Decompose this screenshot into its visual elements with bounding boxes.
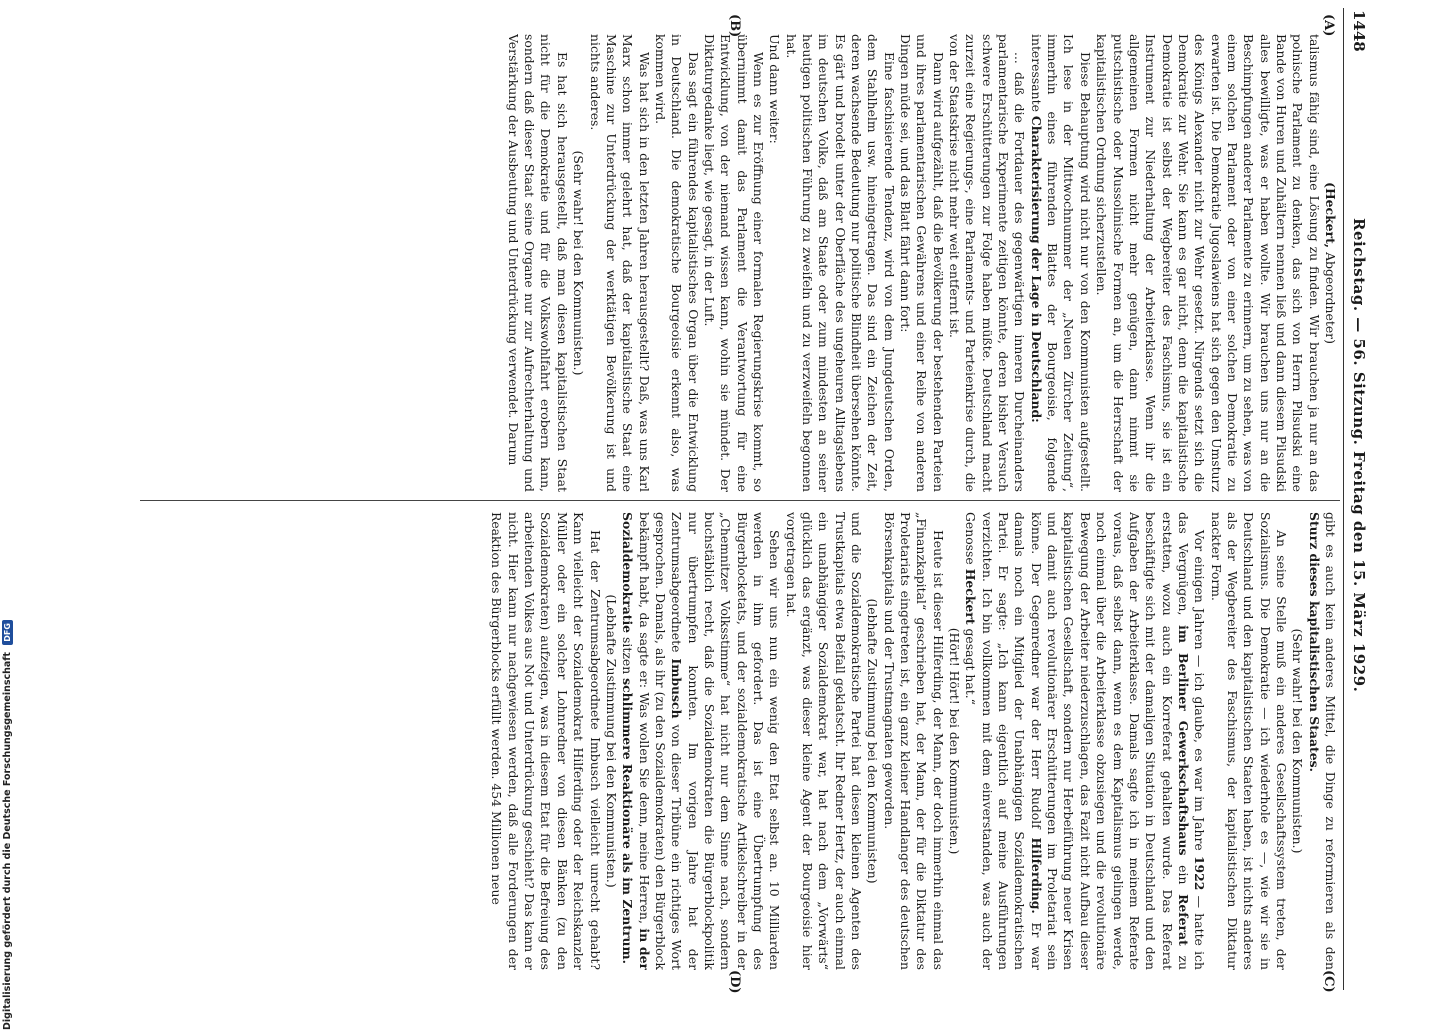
paragraph-bold: Imbusch [669,658,685,719]
paragraph: Heute ist dieser Hilferding, der Mann, der doch immerhin einmal das „Finanzkapital“ geschrieben hat, der Mann, der für die Diktatur des Proletariats eingetreten ist, ein ganz kleiner Handlanger des deutschen Börsenkapitals und der Trustmagnaten geworden. [881,512,946,970]
header-rule [1343,8,1344,990]
margin-marker-c: (C) [1321,970,1336,993]
paragraph: Was hat sich in den letzten Jahren herausgestellt? Daß, was uns Karl Marx schon immer gelehrt hat, daß der kapitalistische Staat eine Maschine zur Unterdrückung der werktätigen Bevölkerung ist und nichts anderes. [587,34,652,492]
paragraph: Es hat sich herausgestellt, daß man diesen kapitalistischen Staat nicht für die Demokratie und für die Volkswohlfahrt erobern kann, sondern daß dieser Staat seine Organe nur zur Aufrechterhaltung und Verstärkung der Ausbeutung und Unterdrückung verwendet. Darum [505,34,570,492]
paragraph: Und dann weiter: [767,34,783,144]
paragraph: Dann wird aufgezählt, daß die Bevölkerung der bestehenden Parteien und ihres parlamentarischen Gewährens und einer Reihe von anderen Dingen müde sei, und das Blatt fährt dann fort: [898,34,946,492]
paragraph-bold: Charakterisierung der Lage in Deutschland: [1028,115,1044,423]
digitization-credit [2,30,16,1030]
speaker-line [1322,34,1338,492]
paragraph-bold: Heckert [963,568,979,625]
paragraph-bold: Hilferding. [1028,837,1044,914]
paragraph-bold: in der Sozialdemokratie [620,512,652,970]
margin-marker-b: (B) [727,14,742,38]
paragraph: Hat der Zentrumsabgeordnete Imbusch vielleicht unrecht gehabt? Kann vielleicht der Sozialdemokrat Hilferding oder der Reichskanzler Müller oder ein solcher Lohnredner von diesen Bänken (zu den Sozialdemokraten) aufzeigen, was in diesem Etat für die Befreiung des arbeitenden Volkes aus Not und Unterdrückung geschieht? Das kann er nicht. Hier kann nur nachgewiesen werden, daß alle Forderungen der Reaktion des Bürgerblocks erfüllt werden. 454 Millionen neue [489,512,603,970]
paragraph-text: gibt es auch kein anderes Mittel, die Dinge zu reformieren als den [1323,512,1338,970]
paragraph-bold: 1922 [1192,855,1208,891]
paragraph-text: sitzen [620,637,636,675]
paragraph: An seine Stelle muß ein anderes Gesellschaftssystem treten, der Sozialismus. Die Demokratie — ich wiederhole es —, wie wir sie in Deutschland und den kapitalistischen Staaten haben, ist nichts anderes als der Wegbereiter des Faschismus, der kapitalistischen Diktatur nackter Form. [1208,512,1289,970]
paragraph-text: Diese Behauptung wird nicht nur von den Kommunisten aufgestellt. Ich lese in der Mittwochnummer der „Neuen Zürcher Zeitung“, immerhin eines führenden Blattes der Bourgeoisie, folgende interessante [1028,34,1093,492]
paragraph: talismus fähig sind, eine Lösung zu finden. Wir brauchen ja nur an das polnische Parlament zu denken, das sich von Herrn Pilsudski eine Bande von Huren und Zuhältern nennen ließ und dann diesem Pilsudski alles bewilligte, was er haben wollte. Wir brauchen uns nur an die Beschimpfungen anderer Parlamente zu erinnern, um zu sehen, was von einem solchen Parlament oder von einer solchen Demokratie zu erwarten ist. Die Demokratie Jugoslawiens hat sich gegen den Umsturz des Königs Alexander nicht zur Wehr gesetzt. Nirgends setzt sich die Demokratie zur Wehr. Sie kann es gar nicht, denn die kapitalistische Demokratie ist selbst der Wegbereiter des Faschismus, sie ist ein Instrument zur Niederhaltung der Arbeiterklasse. Wenn ihr die allgemeinen Formen nicht mehr genügen, dann nimmt sie putschistische oder Mussolinische Formen an, um die Herrschaft der kapitalistischen Ordnung sicherzustellen. [1094,34,1322,492]
paragraph [962,512,1207,970]
quotation: Eine faschisierende Tendenz, wird von dem Jungdeutschen Orden, dem Stahlhelm usw. hineingetragen. Das sind ein Zeichen der Zeit, deren wachsende Bedeutung nur politische Blindheit übersehen könnte. Es gärt und brodelt unter der Oberfläche des ungeheuren Alltagslebens im deutschen Volke, daß am Staate oder zum mindesten an seiner heutigen politischen Führung zu zweifeln und zu verzweifeln begonnen hat. [783,34,897,492]
column-divider [140,500,1340,501]
paragraph-bold: Referat [1175,894,1191,946]
paragraph-text: Sehen wir uns nun ein wenig den Etat selbst an. 10 Milliarden werden in ihm gefordert. Das ist eine Übertrumpfung des Bürgerblocketats, und der sozialdemokratische Artikelschreiber in der „Chemnitzer Volksstimme“ hat nicht nur dem Sinne nach, sondern buchstäblich recht, daß die Sozialdemokraten die Bürgerblockpolitik nur übertrumpfen konnten. Im vorigen Jahre hat der Zentrumsabgeordnete [669,512,783,970]
paragraph-text: — hatte ich das Vergnügen, [1175,512,1208,970]
speaker-name: (Heckert, [1323,182,1338,249]
page-number: 1448 [1350,10,1368,52]
page-title: Reichstag. — 56. Sitzung. Freitag den 15. März 1929. [1350,218,1368,693]
interjection: (Sehr wahr! bei den Kommunisten.) [571,150,587,376]
paragraph: und die Sozialdemokratische Partei hat diesen kleinen Agenten des Trustkapitals etwa Beifall geklatscht. Ihr Redner Hertz, der auch einmal ein unabhängiger Sozialdemokrat war, hat nach dem „Vorwärts“ glücklich das ergänzt, was dieser kleine Agent der Bourgeoisie hier vorgetragen hat. [783,512,865,970]
interjection: (Sehr wahr! bei den Kommunisten.) [1290,628,1306,854]
paragraph-text: gesagt hat.“ [963,628,979,705]
left-column [142,34,1338,492]
speaker-role: Abgeordneter) [1323,252,1338,344]
right-column [142,512,1338,970]
interjection: (Hört! Hört! bei den Kommunisten.) [947,627,963,855]
interjection: (Lebhafte Zustimmung bei den Kommunisten.) [603,594,619,888]
dfg-logo: DFG [2,620,13,645]
paragraph-text: von dieser Tribüne ein richtiges Wort gesprochen. Damals, als ihr (zu den Sozialdemokraten) den Bürgerblock bekämpft habt, da sagte er: Was wollen Sie denn, meine Herren, [636,512,685,970]
document-page [132,8,1372,994]
paragraph-text: Er war damals noch ein Mitglied der Unabhängigen Sozialdemokratischen Partei. Er sagte: „Ich kann eigentlich auf meine Ausführungen verzichten. Ich bin vollkommen mit dem einverstanden, was auch der Genosse [963,512,1044,970]
paragraph-bold: Sturz dieses kapitalistischen Staates. [1306,512,1322,772]
credit-text: Digitalisierung gefördert durch die Deutsche Forschungsgemeinschaft [2,652,13,1030]
quotation: ... daß die Fortdauer des gegenwärtigen inneren Durcheinanders parlamentarische Experimente zeitigen könnte, deren bisher Versuch schwere Erschütterungen zur Folge haben müßte. Deutschland macht zurzeit eine Regierungs-, eine Parlaments- und Parteienkrise durch, die von der Staatskrise nicht mehr weit entfernt ist. [947,34,1028,492]
paragraph-text: Vor einigen Jahren — ich glaube, es war im Jahre [1192,530,1208,851]
margin-marker-a: (A) [1321,14,1336,37]
margin-marker-d: (D) [727,970,742,994]
paragraph-text: ein [1175,865,1191,885]
paragraph-bold: im Berliner Gewerkschaftshaus [1175,625,1191,856]
paragraph-text: zu erstatten, wozu auch ein Korreferat gehalten wurde. Das Referat beschäftigte sich mit der damaligen Situation in Deutschland und den Aufgaben der Arbeiterklasse. Damals sagte ich in meinem Referate voraus, daß selbst dann, wenn es dem Kapitalismus gelingen werde, noch einmal über die Arbeiterklasse obzusiegen und die revolutionäre Bewegung der Arbeiter niederzuschlagen, das Fazit nicht Aufbau dieser kapitalistischen Gesellschaft, sondern nur Herbeiführung neuer Krisen und damit auch revolutionärer Erschütterungen im Proletariat sein könne. Der Gegenredner war der Herr Rudolf [1028,512,1191,970]
paragraph [619,512,782,970]
paragraph [1027,34,1092,492]
paragraph-bold: schlimmere Reaktionäre als im Zentrum. [620,678,636,964]
page-header [1346,8,1372,990]
quotation: Wenn es zur Eröffnung einer formalen Regierungskrise kommt, so übernimmt damit das Parlament die Verantwortung für eine Entwicklung, von der niemand wissen kann, wohin sie mündet. Der Diktaturgedanke liegt, wie gesagt, in der Luft. [701,34,766,492]
interjection: (lebhafte Zustimmung bei den Kommunisten) [865,598,881,884]
paragraph [1305,512,1338,970]
paragraph: Das sagt ein führendes kapitalistisches Organ über die Entwicklung in Deutschland. Die demokratische Bourgeoisie erkennt also, was kommen wird. [652,34,701,492]
